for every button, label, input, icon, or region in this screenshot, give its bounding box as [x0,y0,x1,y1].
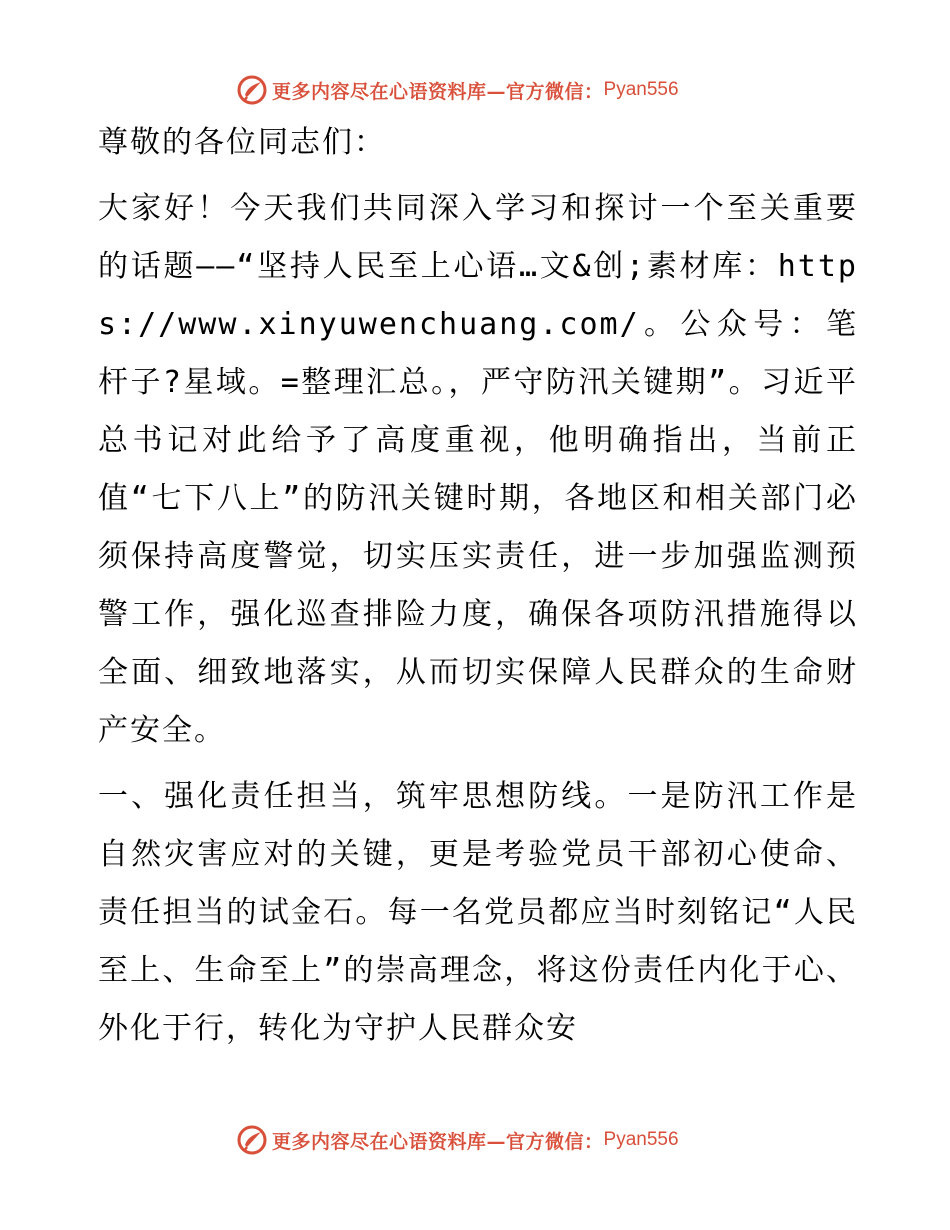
salutation: 尊敬的各位同志们： [98,125,386,160]
header-banner-account: Pyan556 [603,79,679,100]
footer-banner-text: 更多内容尽在心语资料库—官方微信： [272,1130,604,1153]
footer-banner-account: Pyan556 [603,1129,679,1150]
footer-watermark-banner [236,1122,716,1158]
paragraph-section-one: 一、强化责任担当，筑牢思想防线。一是防汛工作是自然灾害应对的关键，更是考验党员干部初心使命、责任担当的试金石。每一名党员都应当时刻铭记“人民至上、生命至上”的崇高理念，将这份责任内化于心、外化于行，转化为守护人民群众安 [98,779,858,1046]
header-banner-text: 更多内容尽在心语资料库—官方微信： [272,80,604,103]
brand-logo-icon [236,1124,268,1156]
header-watermark-banner [236,72,716,108]
document-body [98,114,858,1066]
brand-logo-icon [236,74,268,106]
paragraph-intro: 大家好！今天我们共同深入学习和探讨一个至关重要的话题——“坚持人民至上心语…文&创;素材库：https://www.xinyuwenchuang.com/。公众号：笔杆子?星域。=整理汇总。，严守防汛关键期”。习近平总书记对此给予了高度重视，他明确指出，当前正值“七下八上”的防汛关键时期，各地区和相关部门必须保持高度警觉，切实压实责任，进一步加强监测预警工作，强化巡查排险力度，确保各项防汛措施得以全面、细致地落实，从而切实保障人民群众的生命财产安全。 [98,191,858,748]
